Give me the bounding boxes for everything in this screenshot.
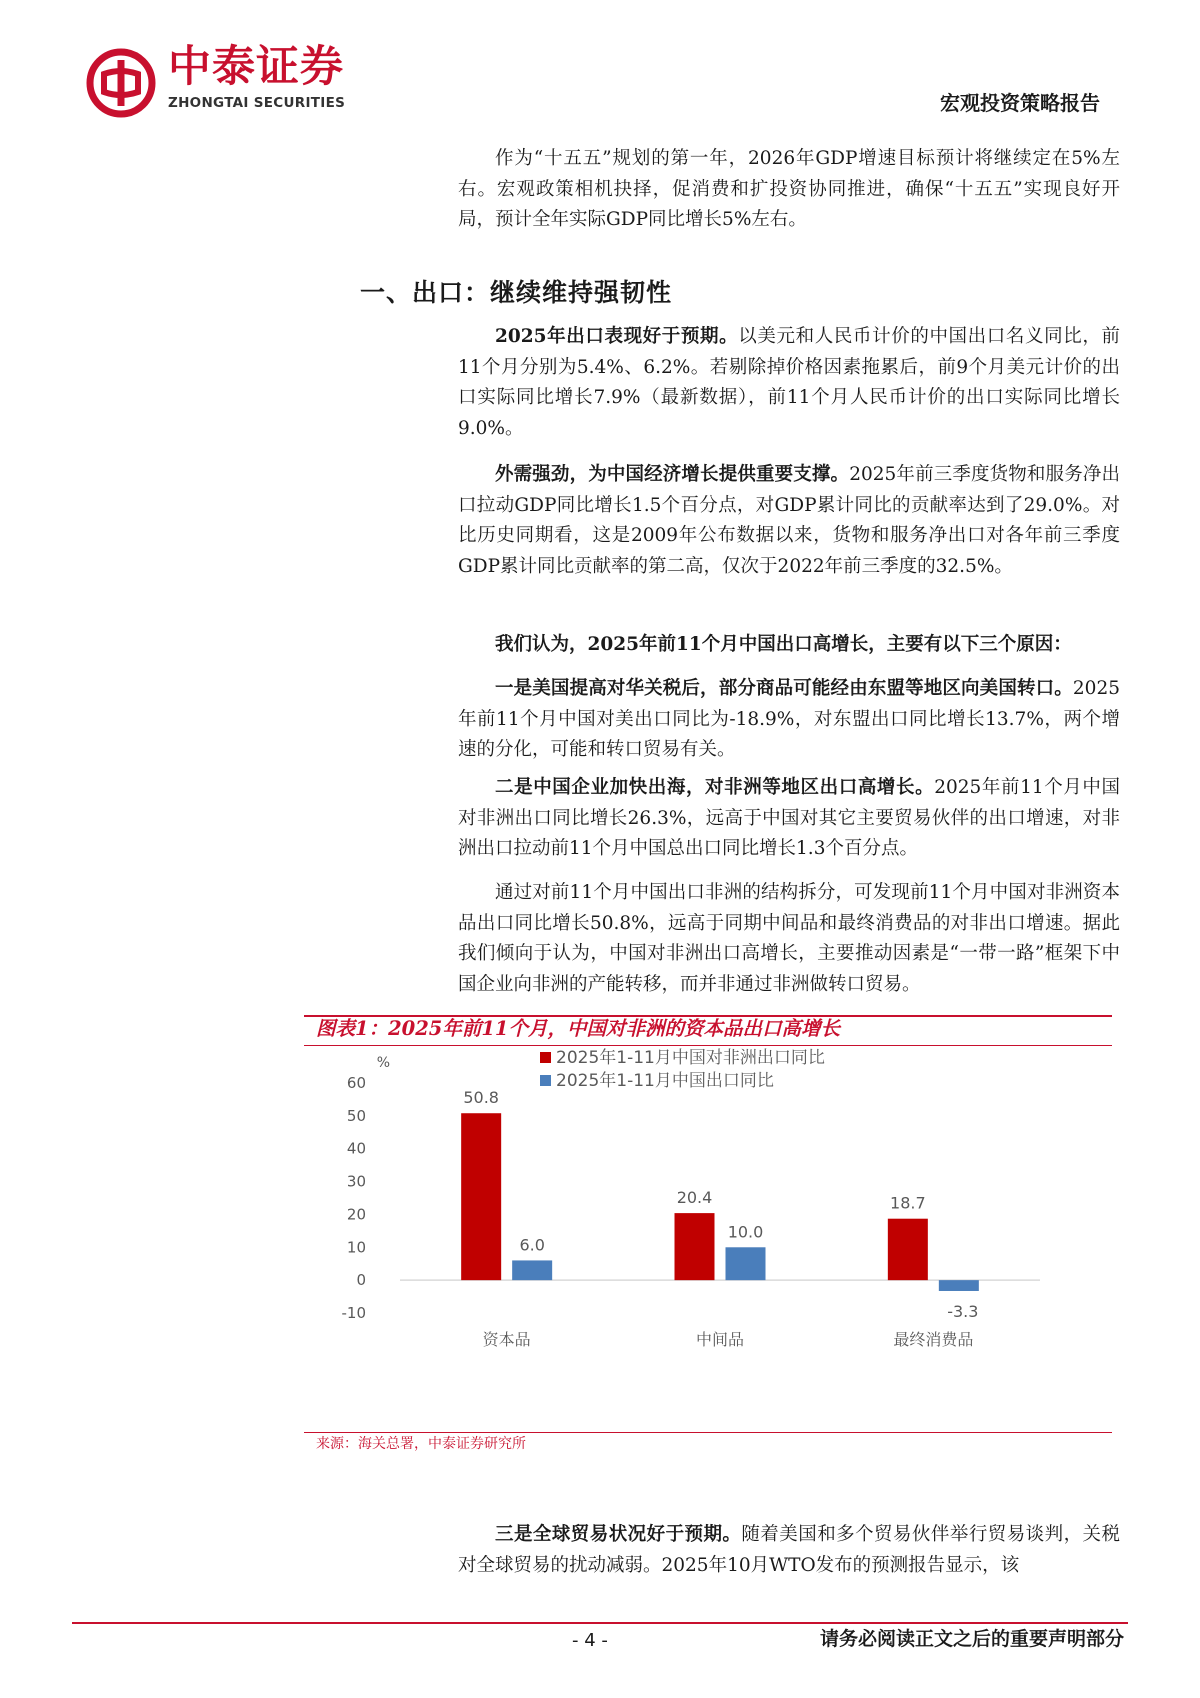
company-name-en: ZHONGTAI SECURITIES (168, 95, 346, 111)
report-type: 宏观投资策略报告 (940, 91, 1100, 115)
paragraph-7 (458, 1520, 1120, 1581)
bar-africa-export (888, 1219, 928, 1280)
paragraph-1 (458, 322, 1120, 444)
paragraph-lead: 外需强劲，为中国经济增长提供重要支撑。 (495, 464, 850, 485)
bar-value-label: -3.3 (947, 1301, 979, 1321)
bar-total-export (512, 1260, 552, 1280)
y-tick-label: 40 (346, 1139, 366, 1158)
paragraph-2 (458, 460, 1120, 582)
intro-paragraph: 作为“十五五”规划的第一年，2026年GDP增速目标预计将继续定在5%左右。宏观政策相机抉择，促消费和扩投资协同推进，确保“十五五”实现良好开局，预计全年实际GDP同比增长5%左右。 (458, 148, 1120, 230)
paragraph-3 (458, 630, 1120, 661)
y-tick-label: 30 (346, 1172, 366, 1191)
bar-total-export (726, 1247, 766, 1280)
paragraph-lead: 我们认为，2025年前11个月中国出口高增长，主要有以下三个原因： (495, 634, 1072, 655)
bar-value-label: 6.0 (519, 1235, 545, 1255)
legend-label: 2025年1-11月中国对非洲出口同比 (556, 1048, 825, 1068)
bar-value-labels (463, 1088, 978, 1321)
x-tick-label: 最终消费品 (893, 1330, 974, 1349)
section-heading: 一、出口：继续维持强韧性 (360, 278, 673, 307)
bar-africa-export (461, 1113, 501, 1280)
paragraph-text: 2025年前三季度货物和服务净出口拉动GDP同比增长1.5个百分点，对GDP累计同比的贡献率达到了29.0%。对比历史同期看，这是2009年公布数据以来，货物和服务净出口对各年前三季度GDP累计同比贡献率的第二高，仅次于2022年前三季度的32.5%。 (458, 464, 1120, 577)
legend-label: 2025年1-11月中国出口同比 (556, 1071, 774, 1091)
figure-source: 来源：海关总署，中泰证券研究所 (316, 1436, 526, 1452)
footer-disclaimer: 请务必阅读正文之后的重要声明部分 (819, 1628, 1124, 1650)
figure-title: 图表1：2025年前11个月，中国对非洲的资本品出口高增长 (316, 1017, 840, 1040)
paragraph-lead: 二是中国企业加快出海，对非洲等地区出口高增长。 (495, 777, 935, 798)
y-tick-label: 0 (356, 1271, 366, 1290)
paragraph-lead: 一是美国提高对华关税后，部分商品可能经由东盟等地区向美国转口。 (495, 678, 1073, 699)
company-name-cn: 中泰证券 (168, 42, 344, 92)
bar-value-label: 20.4 (676, 1188, 713, 1208)
bar-value-label: 18.7 (890, 1193, 926, 1213)
bar-value-label: 50.8 (463, 1088, 499, 1108)
y-tick-label: 60 (346, 1074, 366, 1092)
paragraph-lead: 三是全球贸易状况好于预期。 (495, 1524, 742, 1545)
paragraph-lead: 2025年出口表现好于预期。 (495, 326, 739, 347)
y-tick-label: 50 (346, 1106, 366, 1125)
y-tick-label: 20 (346, 1205, 366, 1224)
x-axis-labels (483, 1330, 974, 1349)
paragraph-text: 通过对前11个月中国出口非洲的结构拆分，可发现前11个月中国对非洲资本品出口同比增长50.8%，远高于同期中间品和最终消费品的对非出口增速。据此我们倾向于认为，中国对非洲出口高增长，主要推动因素是“一带一路”框架下中国企业向非洲的产能转移，而并非通过非洲做转口贸易。 (458, 882, 1120, 995)
figure-rule-bottom (304, 1432, 1112, 1433)
paragraph-text: 2025年前11个月中国对美出口同比为-18.9%，对东盟出口同比增长13.7%，两个增速的分化，可能和转口贸易有关。 (458, 678, 1120, 760)
company-logo-icon (86, 48, 156, 118)
paragraph-text: 随着美国和多个贸易伙伴举行贸易谈判，关税对全球贸易的扰动减弱。2025年10月WTO发布的预测报告显示，该 (458, 1524, 1120, 1576)
paragraph-text: 以美元和人民币计价的中国出口名义同比，前11个月分别为5.4%、6.2%。若剔除掉价格因素拖累后，前9个月美元计价的出口实际同比增长7.9%（最新数据），前11个月人民币计价的出口实际同比增长9.0%。 (458, 326, 1120, 439)
y-axis-ticks (342, 1074, 367, 1322)
footer-rule (72, 1622, 1128, 1624)
chart-legend (540, 1047, 825, 1091)
bar-total-export (939, 1280, 979, 1291)
y-tick-label: 10 (346, 1238, 366, 1257)
paragraph-text: 2025年前11个月中国对非洲出口同比增长26.3%，远高于中国对其它主要贸易伙伴的出口增速，对非洲出口拉动前11个月中国总出口同比增长1.3个百分点。 (458, 777, 1120, 859)
y-axis-unit: % (376, 1055, 390, 1071)
bar-africa-export (675, 1213, 715, 1280)
bar-chart (304, 1046, 1112, 1430)
paragraph-6 (458, 878, 1120, 1000)
legend-swatch (540, 1052, 551, 1063)
y-tick-label: -10 (341, 1304, 366, 1322)
paragraph-5 (458, 773, 1120, 865)
paragraph-4 (458, 674, 1120, 766)
legend-swatch (540, 1075, 551, 1086)
x-tick-label: 资本品 (482, 1330, 531, 1349)
x-tick-label: 中间品 (695, 1330, 745, 1349)
bar-value-label: 10.0 (727, 1222, 764, 1242)
page-number: - 4 - (572, 1630, 608, 1651)
